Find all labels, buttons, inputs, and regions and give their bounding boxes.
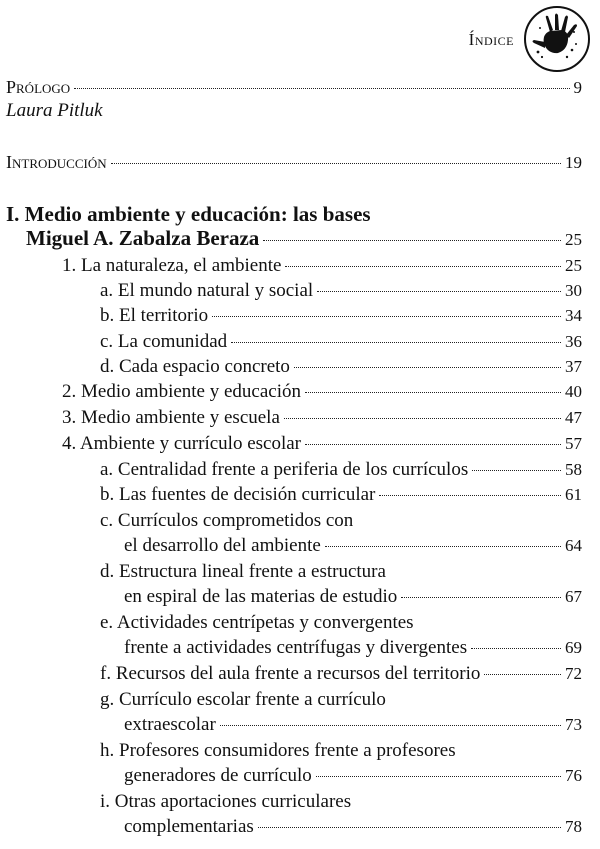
toc-page-number: 69 xyxy=(565,638,582,657)
toc-entry-label: complementarias xyxy=(124,816,254,837)
toc-page-number: 36 xyxy=(565,332,582,351)
toc-entry-prologo[interactable] xyxy=(6,76,582,99)
toc-entry-s1[interactable] xyxy=(62,255,582,277)
dot-leader xyxy=(74,88,569,89)
toc-page-number: 76 xyxy=(565,766,582,785)
toc-entry-s1a[interactable] xyxy=(100,280,582,302)
toc-entry-s4e[interactable] xyxy=(124,637,582,659)
toc-part-title[interactable]: I. Medio ambiente y educación: las bases xyxy=(6,202,371,226)
toc-page-number: 19 xyxy=(565,153,582,172)
toc-page-number: 47 xyxy=(565,408,582,427)
toc-page-number: 78 xyxy=(565,817,582,836)
toc-page-number: 9 xyxy=(573,78,582,97)
toc-page-number: 40 xyxy=(565,382,582,401)
toc-entry-s4d-line1[interactable]: d. Estructura lineal frente a estructura xyxy=(100,561,386,582)
toc-entry-s4h-line1[interactable]: h. Profesores consumidores frente a profesores xyxy=(100,740,456,761)
dot-leader xyxy=(471,648,561,649)
toc-entry-s4i-line1[interactable]: i. Otras aportaciones curriculares xyxy=(100,791,352,812)
toc-entry-s4f[interactable] xyxy=(100,663,582,685)
dot-leader xyxy=(258,827,561,828)
toc-entry-label: 1. La naturaleza, el ambiente xyxy=(62,255,282,276)
dot-leader xyxy=(284,418,561,419)
toc-entry-s4g-line1[interactable]: g. Currículo escolar frente a currículo xyxy=(100,689,386,710)
dot-leader xyxy=(472,470,561,471)
toc-entry-s4a[interactable] xyxy=(100,459,582,481)
toc-page-number: 25 xyxy=(565,230,582,249)
toc-page-number: 61 xyxy=(565,485,582,504)
toc-page-number: 25 xyxy=(565,256,582,275)
toc-entry-label: en espiral de las materias de estudio xyxy=(124,586,398,607)
dot-leader xyxy=(379,495,561,496)
toc-entry-s4h[interactable] xyxy=(124,765,582,787)
toc-entry-s4d[interactable] xyxy=(124,586,582,608)
toc-page-number: 37 xyxy=(565,357,582,376)
toc-entry-label: Miguel A. Zabalza Beraza xyxy=(26,226,260,250)
toc-entry-s4i[interactable] xyxy=(124,816,582,838)
toc-entry-s3[interactable] xyxy=(62,407,582,429)
dot-leader xyxy=(401,597,561,598)
dot-leader xyxy=(317,291,561,292)
toc-page-number: 67 xyxy=(565,587,582,606)
toc-entry-label: Introducción xyxy=(6,152,107,172)
toc-page-number: 73 xyxy=(565,715,582,734)
toc-entry-introduccion[interactable] xyxy=(6,151,582,174)
toc-entry-s4c[interactable] xyxy=(124,535,582,557)
dot-leader xyxy=(484,674,561,675)
dot-leader xyxy=(294,367,561,368)
toc-entry-label: b. El territorio xyxy=(100,305,209,326)
toc-entry-label: b. Las fuentes de decisión curricular xyxy=(100,484,376,505)
toc-entry-s4b[interactable] xyxy=(100,484,582,506)
toc-entry-label: 4. Ambiente y currículo escolar xyxy=(62,433,302,454)
dot-leader xyxy=(285,266,561,267)
dot-leader xyxy=(220,725,561,726)
toc-entry-s2[interactable] xyxy=(62,381,582,403)
dot-leader xyxy=(111,163,561,164)
toc-entry-label: d. Cada espacio concreto xyxy=(100,356,290,377)
toc-entry-label: 2. Medio ambiente y educación xyxy=(62,381,302,402)
toc-entry-label: c. La comunidad xyxy=(100,331,228,352)
dot-leader xyxy=(316,776,561,777)
toc-page-number: 57 xyxy=(565,434,582,453)
toc-entry-part1-author[interactable] xyxy=(26,227,582,251)
toc-entry-s1d[interactable] xyxy=(100,356,582,378)
dot-leader xyxy=(212,316,561,317)
toc-page-number: 58 xyxy=(565,460,582,479)
dot-leader xyxy=(305,392,561,393)
toc-page-number: 30 xyxy=(565,281,582,300)
toc-page-number: 34 xyxy=(565,306,582,325)
dot-leader xyxy=(263,240,561,241)
toc-entry-s4c-line1[interactable]: c. Currículos comprometidos con xyxy=(100,510,354,531)
toc-entry-label: extraescolar xyxy=(124,714,216,735)
toc-author-pitluk: Laura Pitluk xyxy=(6,100,103,121)
toc-entry-label: frente a actividades centrífugas y divergentes xyxy=(124,637,468,658)
toc-page-number: 64 xyxy=(565,536,582,555)
toc-entry-s4e-line1[interactable]: e. Actividades centrípetas y convergentes xyxy=(100,612,414,633)
toc-page-number: 72 xyxy=(565,664,582,683)
toc-entry-label: Prólogo xyxy=(6,77,71,97)
dot-leader xyxy=(325,546,561,547)
toc-entry-label: a. Centralidad frente a periferia de los currículos xyxy=(100,459,469,480)
toc-entry-label: 3. Medio ambiente y escuela xyxy=(62,407,280,428)
dot-leader xyxy=(305,444,561,445)
index-heading: Índice xyxy=(468,30,514,49)
toc-entry-label: generadores de currículo xyxy=(124,765,312,786)
toc-entry-label: a. El mundo natural y social xyxy=(100,280,314,301)
toc-entry-label: f. Recursos del aula frente a recursos del territorio xyxy=(100,663,481,684)
dot-leader xyxy=(231,342,561,343)
toc-entry-s4[interactable] xyxy=(62,433,582,455)
toc-entry-s1b[interactable] xyxy=(100,305,582,327)
toc-entry-label: el desarrollo del ambiente xyxy=(124,535,321,556)
toc-entry-s4g[interactable] xyxy=(124,714,582,736)
toc-entry-s1c[interactable] xyxy=(100,331,582,353)
